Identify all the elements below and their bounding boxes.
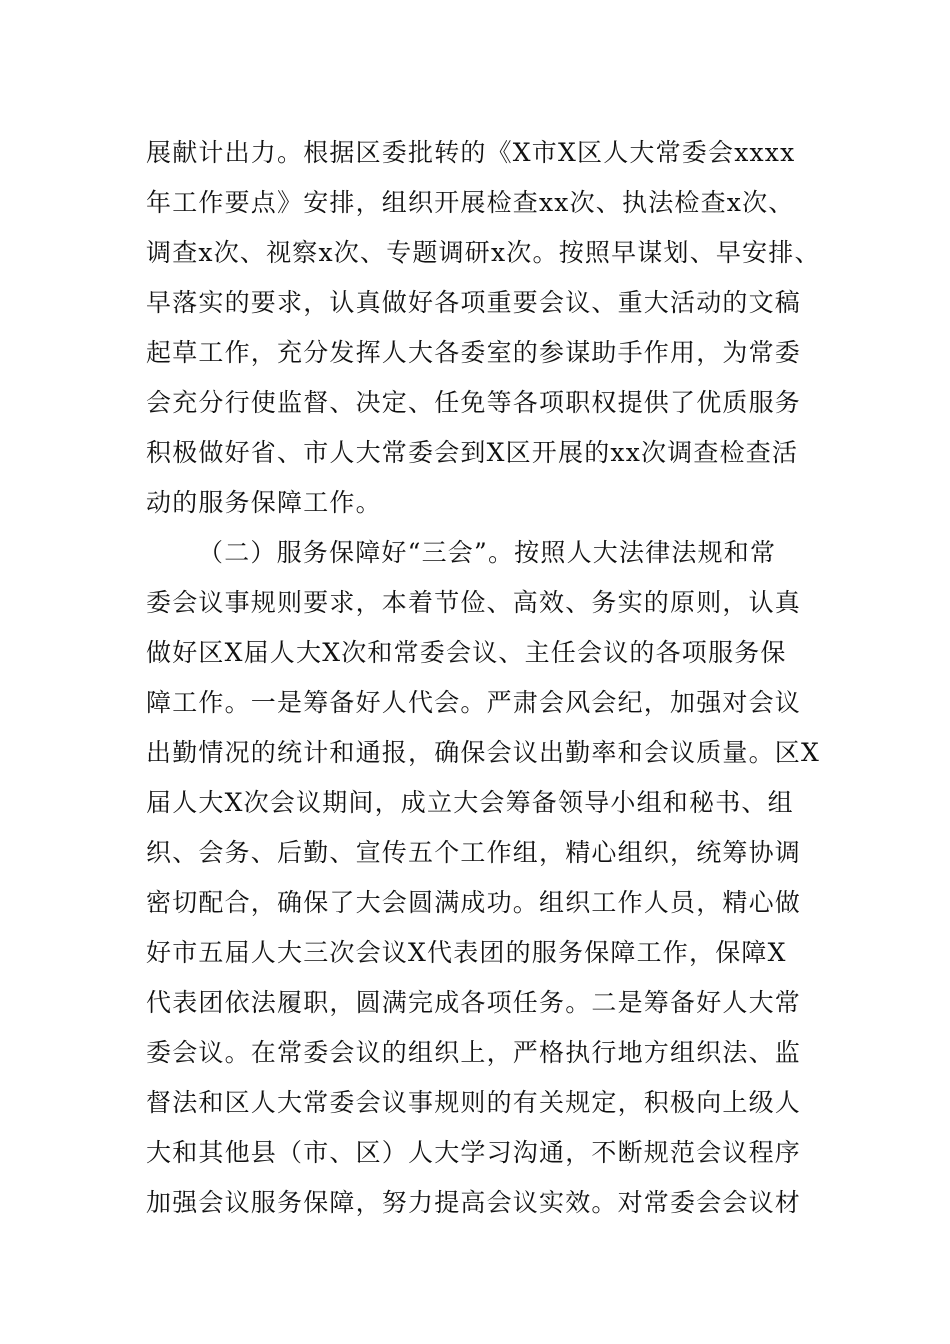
text-line: 督法和区人大常委会议事规则的有关规定，积极向上级人	[146, 1088, 802, 1117]
text-line: 好市五届人大三次会议X代表团的服务保障工作，保障X	[146, 938, 787, 967]
text-line: 出勤情况的统计和通报，确保会议出勤率和会议质量。区X	[146, 738, 821, 767]
text-line: 委会议事规则要求，本着节俭、高效、务实的原则，认真	[146, 588, 802, 617]
text-line: 展献计出力。根据区委批转的《X市X区人大常委会xxxx	[146, 138, 796, 167]
text-line: 起草工作，充分发挥人大各委室的参谋助手作用，为常委	[146, 338, 802, 367]
text-line: 早落实的要求，认真做好各项重要会议、重大活动的文稿	[146, 288, 802, 317]
text-line: 调查x次、视察x次、专题调研x次。按照早谋划、早安排、	[146, 238, 821, 267]
text-line: 动的服务保障工作。	[146, 488, 382, 517]
text-line: 代表团依法履职，圆满完成各项任务。二是筹备好人大常	[146, 988, 802, 1017]
section-heading-line: （二）服务保障好“三会”。按照人大法律法规和常	[198, 538, 777, 567]
text-line: 会充分行使监督、决定、任免等各项职权提供了优质服务	[146, 388, 802, 417]
body-text	[146, 128, 846, 1228]
text-line: 届人大X次会议期间，成立大会筹备领导小组和秘书、组	[146, 788, 794, 817]
text-line: 做好区X届人大X次和常委会议、主任会议的各项服务保	[146, 638, 787, 667]
text-line: 障工作。一是筹备好人代会。严肃会风会纪，加强对会议	[146, 688, 802, 717]
text-line: 积极做好省、市人大常委会到X区开展的xx次调查检查活	[146, 438, 799, 467]
text-line: 密切配合，确保了大会圆满成功。组织工作人员，精心做	[146, 888, 802, 917]
text-line: 加强会议服务保障，努力提高会议实效。对常委会会议材	[146, 1188, 802, 1217]
text-line: 大和其他县（市、区）人大学习沟通，不断规范会议程序	[146, 1138, 802, 1167]
text-line: 织、会务、后勤、宣传五个工作组，精心组织，统筹协调	[146, 838, 802, 867]
text-line: 年工作要点》安排，组织开展检查xx次、执法检查x次、	[146, 188, 795, 217]
text-line: 委会议。在常委会议的组织上，严格执行地方组织法、监	[146, 1038, 802, 1067]
